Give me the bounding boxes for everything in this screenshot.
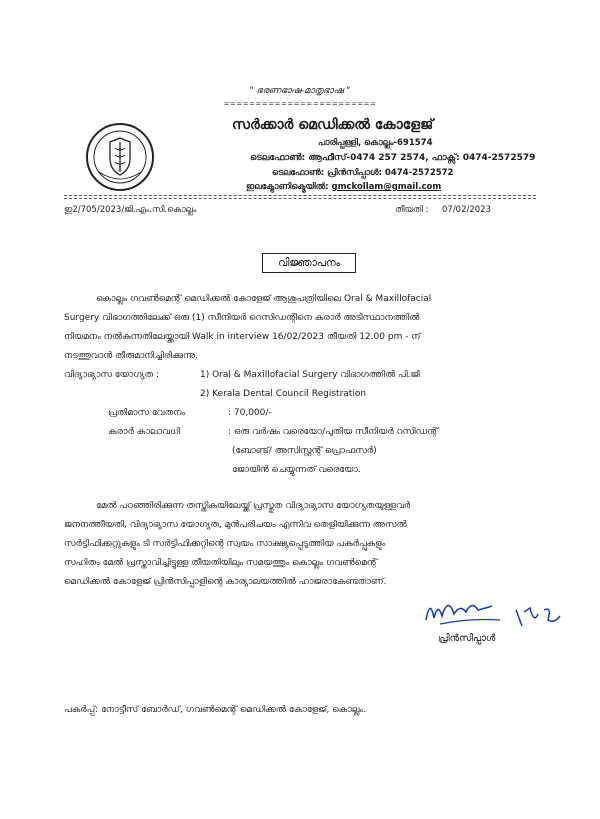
contract-line: (ബോണ്ട്/ അസിസ്റ്റന്റ് പ്രൊഫസർ) xyxy=(232,446,377,456)
office-phone: ടെലഫോൺ: ആഫീസ്-0474 257 2574, ഫാക്സ്: 0474-2572579 xyxy=(250,153,536,163)
intro-line: കൊല്ലം ഗവൺമെന്റ് മെഡിക്കൽ കോളേജ് ആശുപത്രിയിലെ Oral & Maxillofacial xyxy=(96,294,432,304)
email-link[interactable]: gmckollam@gmail.com xyxy=(331,182,442,192)
college-emblem-logo xyxy=(85,122,155,192)
date-label: തീയതി : xyxy=(395,205,429,215)
closing-line: സർട്ടിഫിക്കറ്റുകളും ടി സർട്ടിഫിക്കറ്റിന്റെ സ്വയം സാക്ഷ്യപ്പെടുത്തിയ പകർപ്പുകളും xyxy=(64,539,386,549)
header-divider-2 xyxy=(64,198,536,199)
salary-label: പ്രതിമാസ വേതനം xyxy=(108,408,186,418)
qualification-item: 1) Oral & Maxillofacial Surgery വിഭാഗത്തിൽ പി.ജി xyxy=(200,370,420,380)
qualification-label: വിദ്യാഭ്യാസ യോഗ്യത : xyxy=(64,370,160,380)
closing-line: സഹിതം മേൽ പ്രസ്താവിച്ചിട്ടുള്ള തീയതിയിലും സമയത്തും കൊല്ലം ഗവൺമെന്റ് xyxy=(64,558,378,568)
date-line xyxy=(395,205,491,215)
email-label: ഇലക്ട്രോണിക്മെയിൽ: xyxy=(246,182,329,192)
org-name: സർക്കാർ മെഡിക്കൽ കോളേജ് xyxy=(232,117,434,133)
motto: " ഭരണഭാഷ-മാതൃഭാഷ " xyxy=(249,86,351,96)
contract-line: : ഒരു വർഷം വരെയോ/പുതിയ സീനിയർ റസിഡന്റ് xyxy=(228,427,438,437)
principal-phone: ടെലഫോൺ: പ്രിൻസിപ്പാൾ: 0474-2572572 xyxy=(272,168,454,178)
intro-line: നിയമനം നൽകുന്നതിലേയ്ക്കായി Walk in interview 16/02/2023 തീയതി 12.00 pm - ന് xyxy=(64,332,421,342)
closing-paragraph xyxy=(64,497,566,516)
contract-line: ജോയിൻ ചെയ്യുന്നത് വരെയോ. xyxy=(232,465,361,475)
copy-to: പകർപ്പ്: നോട്ടീസ് ബോർഡ്, ഗവൺമെന്റ് മെഡിക്കൽ കോളേജ്, കൊല്ലം. xyxy=(64,705,367,715)
motto-underline: ======================== xyxy=(223,100,377,108)
closing-line: ജനനത്തീയതി, വിദ്യാഭ്യാസ യോഗ്യത, മുൻപരിചയം എന്നിവ തെളിയിക്കുന്ന അസൽ xyxy=(64,520,407,530)
reference-number: ഇ2/705/2023/ജി.എം.സി.കൊല്ലം xyxy=(64,205,197,215)
salary-value: : 70,000/- xyxy=(228,408,272,418)
header-divider xyxy=(64,195,536,196)
handwritten-signature xyxy=(420,590,570,634)
notice-title: വിജ്ഞാപനം xyxy=(262,253,356,273)
closing-line: മേൽ പറഞ്ഞിരിക്കുന്ന തസ്തികയിലേയ്ക്ക് പ്രസ്തുത വിദ്യാഭ്യാസ യോഗ്യതയുള്ളവർ xyxy=(96,501,411,511)
intro-line: Surgery വിഭാഗത്തിലേക്ക് ഒരു (1) സീനിയർ റെസിഡന്റിനെ കരാർ അടിസ്ഥാനത്തിൽ xyxy=(64,313,420,323)
date-value: 07/02/2023 xyxy=(442,205,491,215)
intro-line: നടത്തുവാൻ തീരുമാനിച്ചിരിക്കുന്നു. xyxy=(64,351,198,361)
qualification-item: 2) Kerala Dental Council Registration xyxy=(200,389,367,399)
address: പാരിപ്പള്ളി, കൊല്ലം-691574 xyxy=(318,138,433,148)
closing-paragraph-cont xyxy=(64,516,566,592)
intro-paragraph-cont xyxy=(64,309,566,366)
contract-label: കരാർ കാലാവധി xyxy=(108,427,180,437)
email-line xyxy=(246,182,441,192)
closing-line: മെഡിക്കൽ കോളേജ് പ്രിൻസിപ്പാളിന്റെ കാര്യാലയത്തിൽ ഹാജരാകേണ്ടതാണ്. xyxy=(64,577,387,587)
intro-paragraph xyxy=(64,290,566,309)
signatory-designation: പ്രിൻസിപ്പാൾ xyxy=(438,633,496,644)
